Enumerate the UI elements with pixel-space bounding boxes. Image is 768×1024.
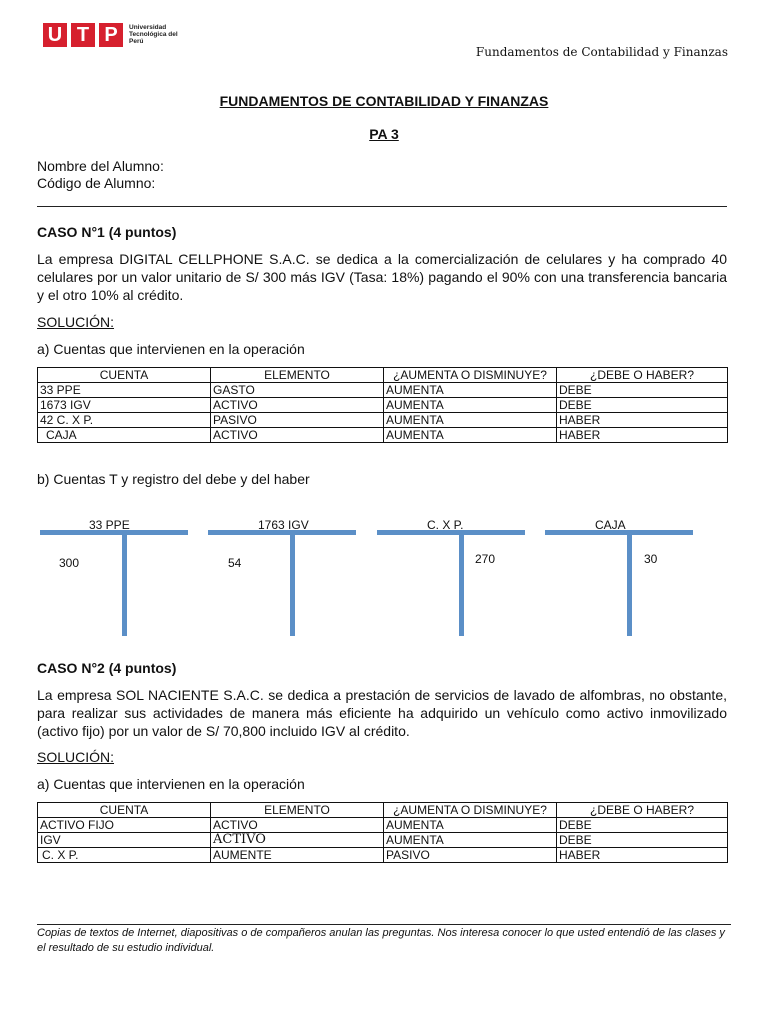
header-elemento: ELEMENTO bbox=[211, 368, 384, 383]
logo-letter-u: U bbox=[43, 23, 67, 47]
case1-part-a: a) Cuentas que intervienen en la operación bbox=[37, 341, 305, 357]
cell: 1673 IGV bbox=[38, 398, 211, 413]
cell: DEBE bbox=[557, 818, 728, 833]
header-cuenta: CUENTA bbox=[38, 368, 211, 383]
footer-divider bbox=[37, 924, 731, 925]
cell: 33 PPE bbox=[38, 383, 211, 398]
header-debe-haber: ¿DEBE O HABER? bbox=[557, 803, 728, 818]
document-title: FUNDAMENTOS DE CONTABILIDAD Y FINANZAS bbox=[219, 93, 549, 109]
table-header-row bbox=[38, 803, 728, 818]
table-row bbox=[38, 833, 728, 848]
case2-table bbox=[37, 802, 728, 863]
cell: GASTO bbox=[211, 383, 384, 398]
t-account-name: C. X P. bbox=[427, 518, 464, 532]
logo-letter-p: P bbox=[99, 23, 123, 47]
cell: C. X P. bbox=[38, 848, 211, 863]
table-row bbox=[38, 383, 728, 398]
cell: AUMENTA bbox=[384, 398, 557, 413]
t-account-name: 1763 IGV bbox=[258, 518, 309, 532]
cell: AUMENTA bbox=[384, 833, 557, 848]
case1-statement: La empresa DIGITAL CELLPHONE S.A.C. se dedica a la comercialización de celulares y ha comprado 40 celulares por un valor unitario de S/ 300 más IGV (Tasa: 18%) pagando el 90% con una transferencia bancaria y el otro 10% al crédito. bbox=[37, 251, 727, 303]
footer-note: Copias de textos de Internet, diapositivas o de compañeros anulan las preguntas. Nos interesa conocer lo que usted entendió de las clases y el resultado de su estudio individual. bbox=[37, 927, 725, 954]
case1-solution-label: SOLUCIÓN: bbox=[37, 314, 115, 330]
t-account-debit: 300 bbox=[59, 556, 80, 570]
t-account-stem bbox=[459, 530, 464, 636]
cell: CAJA bbox=[38, 428, 211, 443]
t-account-stem bbox=[122, 530, 127, 636]
cell: PASIVO bbox=[211, 413, 384, 428]
logo-subtext: Universidad Tecnológica del Perú bbox=[129, 24, 178, 45]
cell: ACTIVO FIJO bbox=[38, 818, 211, 833]
cell: AUMENTA bbox=[384, 413, 557, 428]
cell: AUMENTA bbox=[384, 818, 557, 833]
table-header-row bbox=[38, 368, 728, 383]
t-account-stem bbox=[627, 530, 632, 636]
table-row bbox=[38, 428, 728, 443]
logo-letter-t: T bbox=[71, 23, 95, 47]
t-account-credit: 270 bbox=[475, 552, 496, 566]
t-account-stem bbox=[290, 530, 295, 636]
cell: ACTIVO bbox=[211, 398, 384, 413]
case1-heading: CASO N°1 (4 puntos) bbox=[37, 224, 177, 240]
cell: DEBE bbox=[557, 833, 728, 848]
cell: HABER bbox=[557, 428, 728, 443]
case2-solution-label: SOLUCIÓN: bbox=[37, 749, 115, 765]
case2-heading: CASO N°2 (4 puntos) bbox=[37, 660, 177, 676]
cell: ACTIVO bbox=[211, 818, 384, 833]
t-account-credit: 30 bbox=[644, 552, 658, 566]
table-row bbox=[38, 848, 728, 863]
cell: IGV bbox=[38, 833, 211, 848]
case1-table bbox=[37, 367, 728, 443]
t-account-caja bbox=[545, 518, 693, 636]
cell: AUMENTA bbox=[384, 428, 557, 443]
document-subtitle: PA 3 bbox=[369, 126, 399, 142]
t-account-name: CAJA bbox=[595, 518, 626, 532]
cell: PASIVO bbox=[384, 848, 557, 863]
header-aumenta: ¿AUMENTA O DISMINUYE? bbox=[384, 803, 557, 818]
header-aumenta: ¿AUMENTA O DISMINUYE? bbox=[384, 368, 557, 383]
table-row bbox=[38, 818, 728, 833]
t-account-cxp bbox=[377, 518, 525, 636]
table-row bbox=[38, 413, 728, 428]
header-course-name: Fundamentos de Contabilidad y Finanzas bbox=[475, 45, 728, 59]
cell: DEBE bbox=[557, 383, 728, 398]
cell: HABER bbox=[557, 413, 728, 428]
divider bbox=[37, 206, 727, 207]
case2-part-a: a) Cuentas que intervienen en la operación bbox=[37, 776, 305, 792]
cell: DEBE bbox=[557, 398, 728, 413]
header-cuenta: CUENTA bbox=[38, 803, 211, 818]
t-account-ppe bbox=[40, 518, 188, 636]
t-account-igv bbox=[208, 518, 356, 636]
header-elemento: ELEMENTO bbox=[211, 803, 384, 818]
cell: AUMENTE bbox=[211, 848, 384, 863]
case1-part-b: b) Cuentas T y registro del debe y del haber bbox=[37, 471, 310, 487]
cell: ACTIVO bbox=[211, 833, 384, 848]
cell: 42 C. X P. bbox=[38, 413, 211, 428]
header-debe-haber: ¿DEBE O HABER? bbox=[557, 368, 728, 383]
case2-statement: La empresa SOL NACIENTE S.A.C. se dedica a prestación de servicios de lavado de alfombras, no obstante, para realizar sus actividades de manera más eficiente ha adquirido un vehículo como activo inmovilizado (activo fijo) por un valor de S/ 70,800 incluido IGV al crédito. bbox=[37, 687, 727, 739]
cell: HABER bbox=[557, 848, 728, 863]
student-name-label: Nombre del Alumno: bbox=[37, 158, 164, 174]
student-code-label: Código de Alumno: bbox=[37, 175, 156, 191]
cell: AUMENTA bbox=[384, 383, 557, 398]
t-account-debit: 54 bbox=[228, 556, 242, 570]
table-row bbox=[38, 398, 728, 413]
cell: ACTIVO bbox=[211, 428, 384, 443]
t-account-name: 33 PPE bbox=[89, 518, 130, 532]
